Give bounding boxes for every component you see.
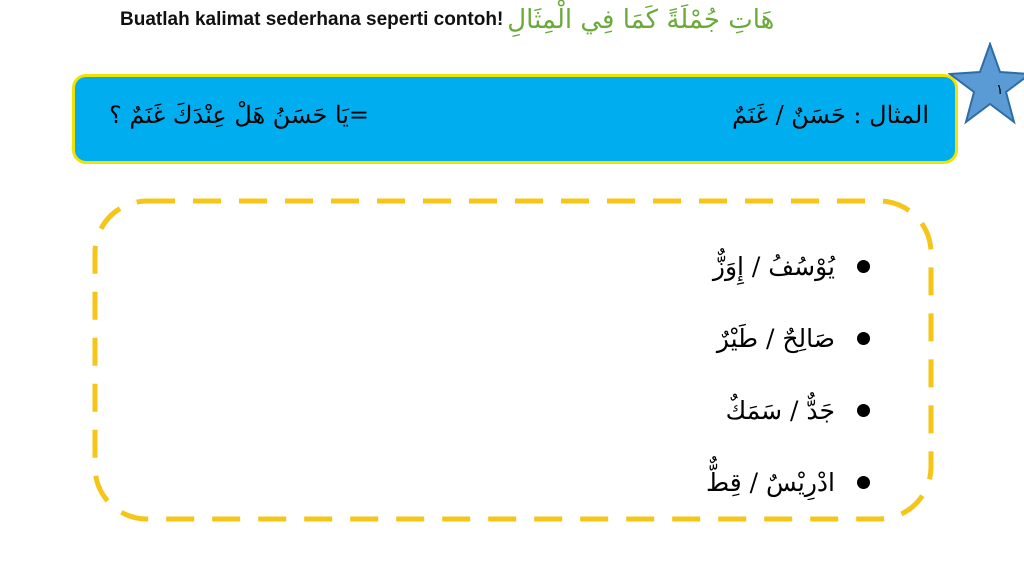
example-label: المثال : حَسَنٌ / غَنَمٌ — [732, 101, 929, 129]
list-item — [600, 446, 870, 500]
bullet-icon — [857, 476, 870, 489]
exercise-number: ١ — [996, 82, 1004, 98]
item-text: ادْرِيْسٌ / قِطٌّ — [706, 467, 835, 497]
item-text: جَدٌّ / سَمَكٌ — [725, 395, 835, 425]
bullet-icon — [857, 332, 870, 345]
example-box — [72, 74, 958, 164]
list-item — [600, 302, 870, 374]
exercise-list — [600, 230, 870, 500]
instruction-title — [120, 0, 940, 40]
item-text: صَالِحٌ / طَيْرٌ — [716, 323, 835, 353]
list-item — [600, 230, 870, 302]
list-item — [600, 374, 870, 446]
exercise-list-viewport — [600, 230, 900, 500]
bullet-icon — [857, 404, 870, 417]
bullet-icon — [857, 260, 870, 273]
star-icon — [948, 42, 1024, 126]
instruction-latin: Buatlah kalimat sederhana seperti contoh! — [120, 9, 504, 30]
instruction-arabic: هَاتِ جُمْلَةً كَمَا فِي الْمِثَالِ — [507, 5, 775, 35]
example-answer: =يَا حَسَنُ هَلْ عِنْدَكَ غَنَمٌ ؟ — [109, 101, 370, 129]
item-text: يُوْسُفُ / إِوَزٌّ — [712, 251, 835, 281]
